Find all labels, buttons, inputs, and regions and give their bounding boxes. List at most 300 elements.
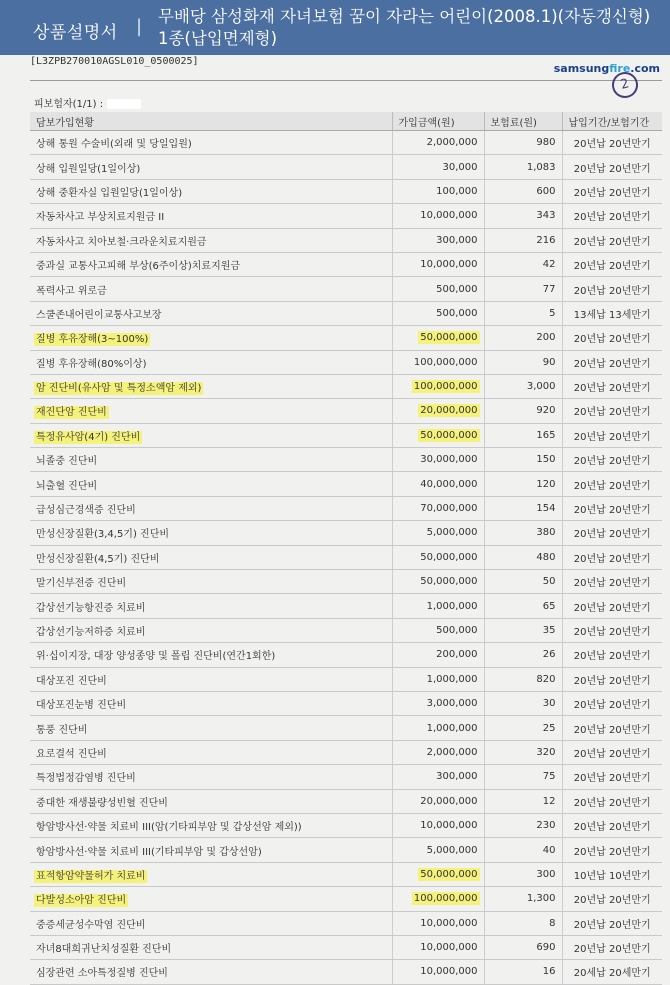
coverage-premium: 40: [542, 844, 556, 856]
coverage-amount: 10,000,000: [420, 917, 478, 929]
coverage-name: 질병 후유장해(3~100%): [36, 334, 149, 346]
coverage-premium: 216: [536, 234, 556, 246]
coverage-period: 20년납 20년만기: [573, 236, 651, 248]
table-row: [30, 472, 662, 496]
coverage-amount: 5,000,000: [426, 844, 478, 856]
coverage-period-cell: [562, 423, 662, 447]
logo-part-samsung: samsung: [553, 62, 610, 75]
table-row: [30, 887, 662, 911]
coverage-premium-cell: [484, 252, 562, 276]
coverage-name-cell: [30, 374, 392, 398]
coverage-premium: 343: [536, 210, 556, 222]
coverage-premium-cell: [484, 545, 562, 569]
coverage-amount-cell: [392, 472, 484, 496]
table-row: [30, 960, 662, 984]
table-row: [30, 862, 662, 886]
coverage-amount-cell: [392, 716, 484, 740]
coverage-period: 20년납 20년만기: [573, 724, 651, 736]
coverage-premium: 30: [542, 698, 556, 710]
coverage-name-cell: [30, 252, 392, 276]
table-row: [30, 594, 662, 618]
coverage-period-cell: [562, 740, 662, 764]
coverage-name: 급성심근경색증 진단비: [36, 505, 136, 517]
coverage-period: 20년납 20년만기: [573, 895, 651, 907]
coverage-name-cell: [30, 399, 392, 423]
coverage-premium-cell: [484, 618, 562, 642]
coverage-name-cell: [30, 448, 392, 472]
coverage-premium-cell: [484, 960, 562, 984]
coverage-name-cell: [30, 594, 392, 618]
coverage-premium-cell: [484, 813, 562, 837]
coverage-premium-cell: [484, 765, 562, 789]
coverage-amount: 100,000,000: [413, 893, 478, 905]
coverage-premium: 920: [536, 405, 556, 417]
coverage-name: 표적항암약물허가 치료비: [36, 870, 146, 882]
coverage-name: 재진단암 진단비: [36, 407, 107, 419]
coverage-period: 20년납 20년만기: [573, 700, 651, 712]
coverage-amount: 100,000,000: [413, 381, 478, 393]
coverage-name: 대상포진 진단비: [36, 675, 107, 687]
coverage-amount-cell: [392, 862, 484, 886]
coverage-amount: 10,000,000: [420, 942, 478, 954]
coverage-period-cell: [562, 448, 662, 472]
coverage-name: 중증세균성수막염 진단비: [36, 919, 146, 931]
coverage-name: 스쿨존내어린이교통사고보장: [36, 309, 162, 321]
coverage-period-cell: [562, 618, 662, 642]
header-divider: [30, 80, 662, 81]
coverage-name-cell: [30, 716, 392, 740]
coverage-amount-cell: [392, 911, 484, 935]
document-header: [0, 0, 670, 55]
coverage-name-cell: [30, 204, 392, 228]
coverage-name: 상해 통원 수술비(외래 및 당일입원): [36, 139, 192, 151]
insured-line: [34, 95, 141, 110]
coverage-name: 요로결석 진단비: [36, 748, 107, 760]
coverage-name: 만성신장질환(3,4,5기) 진단비: [36, 529, 170, 541]
coverage-amount-cell: [392, 326, 484, 350]
table-row: [30, 131, 662, 155]
coverage-period-cell: [562, 545, 662, 569]
coverage-name-cell: [30, 131, 392, 155]
coverage-period: 20년납 20년만기: [573, 358, 651, 370]
table-row: [30, 691, 662, 715]
coverage-premium: 16: [542, 966, 556, 978]
table-row: [30, 545, 662, 569]
handwritten-page-mark: 2: [609, 69, 641, 101]
coverage-period-cell: [562, 496, 662, 520]
coverage-premium: 600: [536, 185, 556, 197]
coverage-premium: 42: [542, 259, 556, 271]
coverage-period-cell: [562, 228, 662, 252]
coverage-name: 통풍 진단비: [36, 724, 88, 736]
coverage-period: 20년납 20년만기: [573, 578, 651, 590]
col-header-period: 납입기간/보험기간: [562, 112, 662, 131]
coverage-amount-cell: [392, 618, 484, 642]
coverage-period: 20년납 20년만기: [573, 846, 651, 858]
coverage-name: 항암방사선·약물 치료비 III(기타피부암 및 갑상선암): [36, 846, 262, 858]
coverage-amount-cell: [392, 740, 484, 764]
coverage-name-cell: [30, 862, 392, 886]
coverage-premium: 820: [536, 673, 556, 685]
coverage-period-cell: [562, 326, 662, 350]
coverage-amount: 500,000: [436, 625, 478, 636]
coverage-period: 20년납 20년만기: [573, 553, 651, 565]
coverage-amount: 1,000,000: [426, 600, 478, 612]
coverage-period: 20년납 20년만기: [573, 163, 651, 175]
coverage-premium: 1,083: [526, 161, 556, 173]
coverage-amount: 5,000,000: [426, 527, 478, 539]
coverage-premium: 26: [542, 649, 556, 661]
coverage-name: 뇌졸중 진단비: [36, 456, 98, 468]
coverage-amount: 50,000,000: [420, 332, 478, 344]
coverage-period: 20년납 20년만기: [573, 797, 651, 809]
coverage-premium: 150: [536, 454, 556, 466]
table-row: [30, 716, 662, 740]
coverage-amount: 50,000,000: [420, 551, 478, 563]
document-code: [L3ZPB270010AGSL010_0500025]: [30, 56, 199, 67]
coverage-premium-cell: [484, 935, 562, 959]
table-row: [30, 813, 662, 837]
coverage-name: 뇌출혈 진단비: [36, 480, 98, 492]
coverage-period: 20년납 20년만기: [573, 602, 651, 614]
coverage-period: 20년납 20년만기: [573, 627, 651, 638]
coverage-name-cell: [30, 179, 392, 203]
coverage-amount-cell: [392, 594, 484, 618]
coverage-period-cell: [562, 643, 662, 667]
coverage-amount: 50,000,000: [420, 429, 478, 441]
coverage-premium-cell: [484, 472, 562, 496]
coverage-name-cell: [30, 277, 392, 301]
table-row: [30, 326, 662, 350]
coverage-period-cell: [562, 887, 662, 911]
table-row: [30, 740, 662, 764]
coverage-premium-cell: [484, 277, 562, 301]
coverage-name-cell: [30, 570, 392, 594]
table-row: [30, 838, 662, 862]
coverage-premium-cell: [484, 740, 562, 764]
coverage-period-cell: [562, 862, 662, 886]
coverage-period: 20년납 20년만기: [573, 748, 651, 760]
coverage-name-cell: [30, 423, 392, 447]
coverage-premium: 12: [542, 795, 556, 807]
coverage-name: 특정법정감염병 진단비: [36, 773, 136, 785]
company-logo: [554, 62, 660, 75]
coverage-period-cell: [562, 204, 662, 228]
coverage-name-cell: [30, 789, 392, 813]
coverage-period: 20년납 20년만기: [573, 675, 651, 687]
coverage-amount: 2,000,000: [426, 137, 478, 149]
coverage-name: 상해 입원일당(1일이상): [36, 163, 141, 175]
coverage-amount-cell: [392, 204, 484, 228]
coverage-amount-cell: [392, 277, 484, 301]
coverage-name-cell: [30, 935, 392, 959]
coverage-premium: 200: [536, 332, 556, 344]
table-row: [30, 521, 662, 545]
coverage-premium: 65: [542, 600, 556, 612]
logo-part-fire: fire: [609, 62, 631, 75]
coverage-name-cell: [30, 887, 392, 911]
table-row: [30, 252, 662, 276]
coverage-period-cell: [562, 570, 662, 594]
coverage-premium: 480: [536, 551, 556, 563]
coverage-name-cell: [30, 838, 392, 862]
coverage-name-cell: [30, 326, 392, 350]
coverage-name-cell: [30, 691, 392, 715]
coverage-premium: 690: [536, 942, 556, 954]
coverage-name: 중대한 재생불량성빈혈 진단비: [36, 797, 168, 809]
coverage-period-cell: [562, 667, 662, 691]
coverage-name-cell: [30, 545, 392, 569]
table-row: [30, 155, 662, 179]
table-row: [30, 911, 662, 935]
coverage-premium: 320: [536, 746, 556, 758]
coverage-amount-cell: [392, 496, 484, 520]
coverage-period-cell: [562, 960, 662, 984]
coverage-amount-cell: [392, 789, 484, 813]
coverage-name-cell: [30, 496, 392, 520]
coverage-amount: 200,000: [436, 649, 478, 661]
coverage-amount-cell: [392, 350, 484, 374]
coverage-period-cell: [562, 838, 662, 862]
coverage-premium-cell: [484, 179, 562, 203]
table-row: [30, 228, 662, 252]
coverage-amount: 500,000: [436, 283, 478, 295]
table-row: [30, 765, 662, 789]
coverage-name: 자동차사고 치아보철·크라운치료지원금: [36, 236, 207, 248]
coverage-name-cell: [30, 350, 392, 374]
coverage-name: 갑상선기능항진증 치료비: [36, 602, 146, 614]
coverage-premium-cell: [484, 301, 562, 325]
coverage-period-cell: [562, 594, 662, 618]
coverage-premium-cell: [484, 667, 562, 691]
coverage-amount-cell: [392, 228, 484, 252]
coverage-period-cell: [562, 789, 662, 813]
coverage-name-cell: [30, 618, 392, 642]
coverage-amount: 10,000,000: [420, 259, 478, 271]
coverage-premium: 35: [542, 625, 556, 636]
coverage-amount: 10,000,000: [420, 966, 478, 978]
coverage-period: 10년납 10년만기: [573, 870, 651, 882]
coverage-name: 자동차사고 부상치료지원금 II: [36, 212, 165, 224]
coverage-name: 폭력사고 위로금: [36, 285, 107, 297]
coverage-premium-cell: [484, 228, 562, 252]
coverage-amount: 500,000: [436, 307, 478, 319]
coverage-period: 20년납 20년만기: [573, 456, 651, 468]
coverage-premium: 154: [536, 503, 556, 515]
coverage-period-cell: [562, 301, 662, 325]
doc-type-label: 상품설명서: [33, 23, 118, 43]
coverage-premium: 77: [542, 283, 556, 295]
coverage-premium-cell: [484, 521, 562, 545]
coverage-period: 20년납 20년만기: [573, 529, 651, 541]
coverage-period: 20년납 20년만기: [573, 919, 651, 931]
coverage-period-cell: [562, 911, 662, 935]
coverage-period: 20년납 20년만기: [573, 139, 651, 151]
coverage-amount-cell: [392, 667, 484, 691]
coverage-premium: 8: [549, 917, 556, 929]
coverage-amount: 50,000,000: [420, 576, 478, 588]
coverage-premium-cell: [484, 374, 562, 398]
coverage-period: 20년납 20년만기: [573, 773, 651, 785]
coverage-premium-cell: [484, 350, 562, 374]
coverage-amount: 20,000,000: [420, 405, 478, 417]
coverage-amount: 10,000,000: [420, 820, 478, 832]
coverage-amount: 50,000,000: [420, 868, 478, 880]
coverage-period-cell: [562, 765, 662, 789]
coverage-amount-cell: [392, 935, 484, 959]
coverage-premium-cell: [484, 691, 562, 715]
coverage-name: 항암방사선·약물 치료비 III(암(기타피부암 및 갑상선암 제외)): [36, 822, 302, 834]
coverage-amount: 1,000,000: [426, 673, 478, 685]
coverage-name-cell: [30, 155, 392, 179]
coverage-period: 20년납 20년만기: [573, 822, 651, 834]
coverage-premium: 300: [536, 868, 556, 880]
coverage-period-cell: [562, 716, 662, 740]
coverage-amount: 20,000,000: [420, 795, 478, 807]
coverage-amount: 3,000,000: [426, 698, 478, 710]
coverage-name-cell: [30, 521, 392, 545]
coverage-premium-cell: [484, 594, 562, 618]
coverage-name-cell: [30, 911, 392, 935]
coverage-amount: 100,000: [436, 185, 478, 197]
coverage-period: 20년납 20년만기: [573, 480, 651, 492]
table-row: [30, 204, 662, 228]
coverage-amount-cell: [392, 179, 484, 203]
coverage-name: 말기신부전증 진단비: [36, 578, 127, 590]
coverage-amount-cell: [392, 423, 484, 447]
coverage-premium: 75: [542, 771, 556, 783]
coverage-name: 심장관련 소아특정질병 진단비: [36, 968, 168, 980]
coverage-amount-cell: [392, 252, 484, 276]
table-row: [30, 618, 662, 642]
coverage-amount: 2,000,000: [426, 746, 478, 758]
coverage-premium-cell: [484, 399, 562, 423]
coverage-premium: 3,000: [526, 381, 556, 393]
coverage-name-cell: [30, 301, 392, 325]
coverage-amount-cell: [392, 570, 484, 594]
coverage-amount-cell: [392, 691, 484, 715]
coverage-premium: 50: [542, 576, 556, 588]
coverage-amount-cell: [392, 813, 484, 837]
coverage-period-cell: [562, 399, 662, 423]
coverage-name-cell: [30, 643, 392, 667]
coverage-name: 위·십이지장, 대장 양성종양 및 폴립 진단비(연간1회한): [36, 651, 276, 663]
coverage-name-cell: [30, 813, 392, 837]
coverage-premium-cell: [484, 911, 562, 935]
coverage-premium-cell: [484, 131, 562, 155]
coverage-amount: 70,000,000: [420, 503, 478, 515]
table-row: [30, 935, 662, 959]
table-row: [30, 667, 662, 691]
coverage-period: 20년납 20년만기: [573, 383, 651, 395]
insured-label: 피보험자(1/1) :: [34, 99, 104, 110]
coverage-amount: 300,000: [436, 234, 478, 246]
coverage-name-cell: [30, 667, 392, 691]
coverage-name-cell: [30, 228, 392, 252]
coverage-premium: 120: [536, 478, 556, 490]
coverage-name: 암 진단비(유사암 및 특정소액암 제외): [36, 383, 202, 395]
coverage-name: 특정유사암(4기) 진단비: [36, 431, 141, 443]
coverage-period: 20년납 20년만기: [573, 187, 651, 199]
coverage-name: 다발성소아암 진단비: [36, 895, 127, 907]
col-header-coverage: 담보가입현황: [30, 112, 392, 131]
coverage-premium-cell: [484, 570, 562, 594]
coverage-premium-cell: [484, 643, 562, 667]
coverage-name: 상해 중환자실 입원일당(1일이상): [36, 187, 183, 199]
coverage-period: 20년납 20년만기: [573, 944, 651, 956]
coverage-name: 대상포진눈병 진단비: [36, 700, 127, 712]
coverage-amount: 30,000,000: [420, 454, 478, 466]
table-row: [30, 448, 662, 472]
table-row: [30, 179, 662, 203]
coverage-amount-cell: [392, 887, 484, 911]
coverage-name: 자녀8대희귀난치성질환 진단비: [36, 944, 172, 956]
coverage-amount-cell: [392, 131, 484, 155]
coverage-premium: 165: [536, 429, 556, 441]
table-row: [30, 350, 662, 374]
coverage-name: 만성신장질환(4,5기) 진단비: [36, 553, 160, 565]
table-row: [30, 374, 662, 398]
coverage-premium: 25: [542, 722, 556, 734]
coverage-period: 20년납 20년만기: [573, 285, 651, 297]
coverage-period-cell: [562, 813, 662, 837]
coverage-period: 13세납 13세만기: [573, 309, 651, 321]
coverage-period: 20년납 20년만기: [573, 212, 651, 224]
coverage-premium-cell: [484, 155, 562, 179]
coverage-amount: 10,000,000: [420, 210, 478, 222]
table-header-row: [30, 112, 662, 131]
table-row: [30, 643, 662, 667]
coverage-name-cell: [30, 960, 392, 984]
table-row: [30, 301, 662, 325]
coverage-amount-cell: [392, 765, 484, 789]
coverage-name-cell: [30, 765, 392, 789]
table-row: [30, 399, 662, 423]
coverage-name-cell: [30, 472, 392, 496]
table-row: [30, 789, 662, 813]
coverage-name: 중과실 교통사고피해 부상(6주이상)치료지원금: [36, 261, 241, 273]
coverage-period-cell: [562, 277, 662, 301]
coverage-period-cell: [562, 179, 662, 203]
coverage-amount-cell: [392, 838, 484, 862]
coverage-amount-cell: [392, 545, 484, 569]
coverage-period-cell: [562, 521, 662, 545]
coverage-period-cell: [562, 374, 662, 398]
coverage-amount: 300,000: [436, 771, 478, 783]
redacted-name: [107, 99, 141, 109]
coverage-premium-cell: [484, 326, 562, 350]
coverage-premium-cell: [484, 716, 562, 740]
logo-part-com: .com: [630, 62, 660, 75]
coverage-amount: 1,000,000: [426, 722, 478, 734]
coverage-premium-cell: [484, 789, 562, 813]
table-row: [30, 423, 662, 447]
coverage-amount-cell: [392, 643, 484, 667]
coverage-premium-cell: [484, 204, 562, 228]
coverage-amount-cell: [392, 399, 484, 423]
coverage-period: 20년납 20년만기: [573, 261, 651, 273]
header-separator: |: [136, 16, 143, 37]
table-body: [30, 131, 662, 985]
coverage-period: 20년납 20년만기: [573, 407, 651, 419]
coverage-period-cell: [562, 131, 662, 155]
coverage-premium: 380: [536, 527, 556, 539]
coverage-period: 20년납 20년만기: [573, 505, 651, 517]
coverage-name: 갑상선기능저하증 치료비: [36, 627, 146, 638]
coverage-amount-cell: [392, 374, 484, 398]
table-row: [30, 496, 662, 520]
coverage-amount-cell: [392, 301, 484, 325]
